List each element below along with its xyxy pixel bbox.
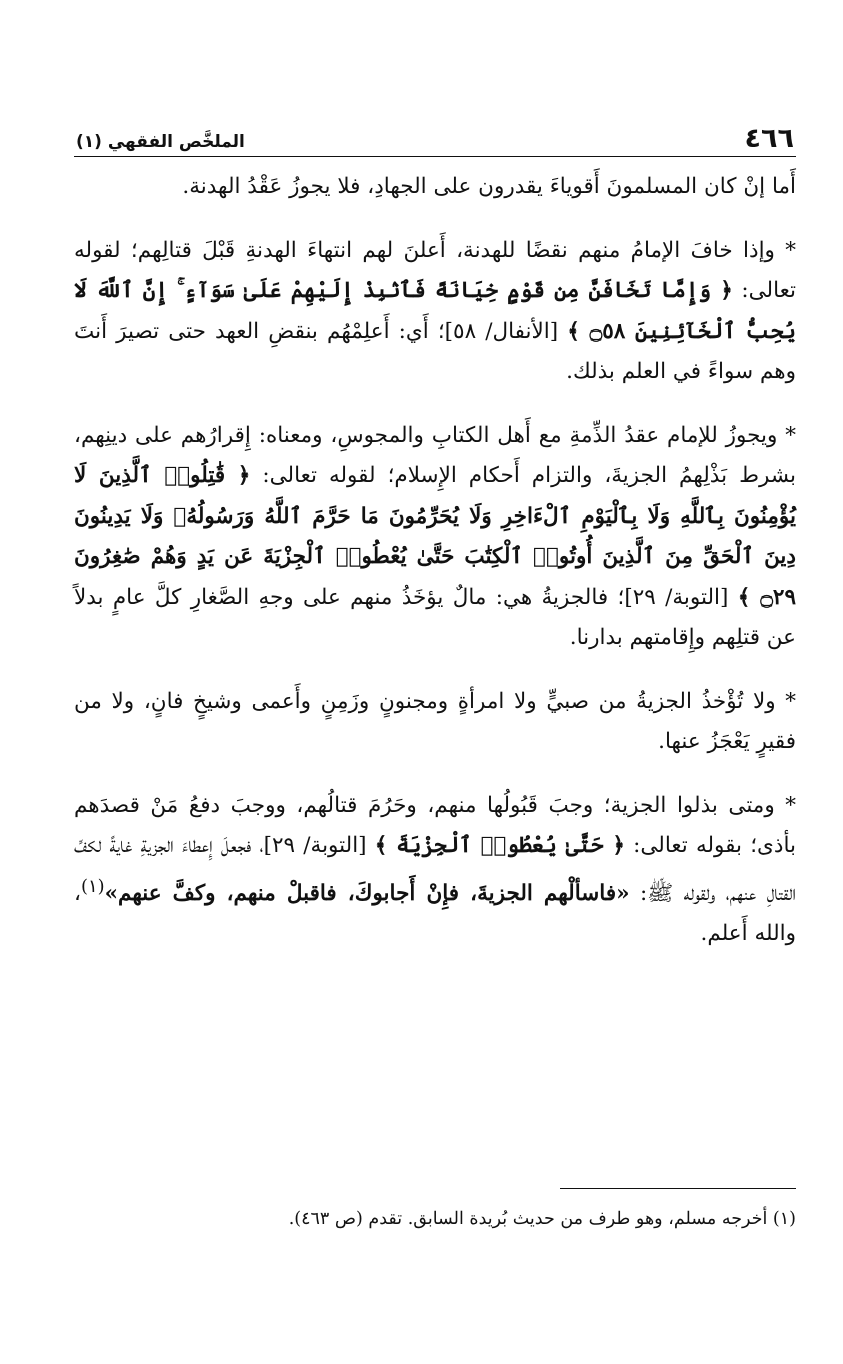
paragraph-lead: * ومتى بذلوا الجزية؛ وجبَ قَبُولُها منهم، وحَرُمَ قتالُهم، ووجبَ دفعُ مَنْ قصدَهم بأذى؛ بقوله تعالى: <box>74 792 796 858</box>
paragraph-text: * ولا تُؤْخذُ الجزيةُ من صبيٍّ ولا امرأةٍ ومجنونٍ وزَمِنٍ وأَعمى وشيخٍ فانٍ، ولا من فقيرٍ يَعْجَزُ عنها. <box>74 688 796 754</box>
page <box>74 118 796 978</box>
body-text <box>74 167 796 955</box>
paragraph-tail: ، والله أَعلم. <box>74 880 796 947</box>
quran-verse: ﴿ قَٰتِلُوا۟ ٱلَّذِينَ لَا يُؤْمِنُونَ بِٱللَّهِ وَلَا بِٱلْيَوْمِ ٱلْءَاخِرِ وَلَا يُحَرِّمُونَ مَا حَرَّمَ ٱللَّهُ وَرَسُولُهُۥ وَلَا يَدِينُونَ دِينَ ٱلْحَقِّ مِنَ ٱلَّذِينَ أُوتُوا۟ ٱلْكِتَٰبَ حَتَّىٰ يُعْطُوا۟ ٱلْجِزْيَةَ عَن يَدٍ وَهُمْ صَٰغِرُونَ ۝٢٩ ﴾ <box>74 463 797 610</box>
paragraph-mid: [التوبة/ ٢٩]، فجعلَ إِعطاءَ الجزيةِ غايةً لكفِّ القتالِ عنهم، ولقوله ﷺ: <box>74 833 796 906</box>
footnote <box>74 1206 796 1232</box>
paragraph-3 <box>74 416 796 659</box>
book-title: الملخَّص الفقهي (١) <box>76 132 245 152</box>
paragraph-5 <box>74 786 796 955</box>
page-number: ٤٦٦ <box>744 123 794 154</box>
paragraph-lead: * وإذا خافَ الإمامُ منهم نقضًا للهدنة، أَعلنَ لهم انتهاءَ الهدنةِ قَبْلَ قتالِهم؛ لقوله تعالى: <box>74 237 796 303</box>
paragraph-1 <box>74 167 796 208</box>
paragraph-tail: [التوبة/ ٢٩]؛ فالجزيةُ هي: مالٌ يؤخَذُ منهم على وجهِ الصَّغارِ كلَّ عامٍ بدلاً عن قتلِهم وإِقامتهم بدارنا. <box>74 584 796 650</box>
quran-verse: ﴿ حَتَّىٰ يُعْطُوا۟ ٱلْجِزْيَةَ ﴾ <box>374 833 625 858</box>
footnote-ref: (١) <box>80 875 105 897</box>
paragraph-text: أَما إنْ كان المسلمونَ أَقوياءَ يقدرون على الجهادِ، فلا يجوزُ عَقْدُ الهدنة. <box>182 174 796 199</box>
footnote-divider <box>560 1188 796 1189</box>
running-head <box>74 118 796 157</box>
paragraph-lead: * ويجوزُ للإمام عقدُ الذِّمةِ مع أَهل الكتابِ والمجوسِ، ومعناه: إِقرارُهم على دينِهم، بشرط بَذْلِهمُ الجزيةَ، والتزام أَحكام الإِسلام؛ لقوله تعالى: <box>74 422 796 488</box>
paragraph-2 <box>74 231 796 393</box>
quran-verse: ﴿ وَإِمَّا تَخَافَنَّ مِن قَوْمٍ خِيَانَةً فَٱنۢبِذْ إِلَيْهِمْ عَلَىٰ سَوَآءٍ ۚ إِنَّ ٱللَّهَ لَا يُحِبُّ ٱلْخَآئِنِينَ ۝٥٨ ﴾ <box>74 278 796 344</box>
paragraph-4 <box>74 682 796 763</box>
paragraph-tail: [الأنفال/ ٥٨]؛ أَي: أَعلِمْهُم بنقضِ العهد حتى تصيرَ أَنتَ وهم سواءً في العلم بذلك. <box>74 318 796 384</box>
footnote-text: (١) أخرجه مسلم، وهو طرف من حديث بُريدة السابق. تقدم (ص ٤٦٣). <box>288 1209 796 1229</box>
hadith-quote: «فاسألْهم الجزيةَ، فإِنْ أَجابوكَ، فاقبلْ منهم، وكفَّ عنهم» <box>104 880 630 906</box>
